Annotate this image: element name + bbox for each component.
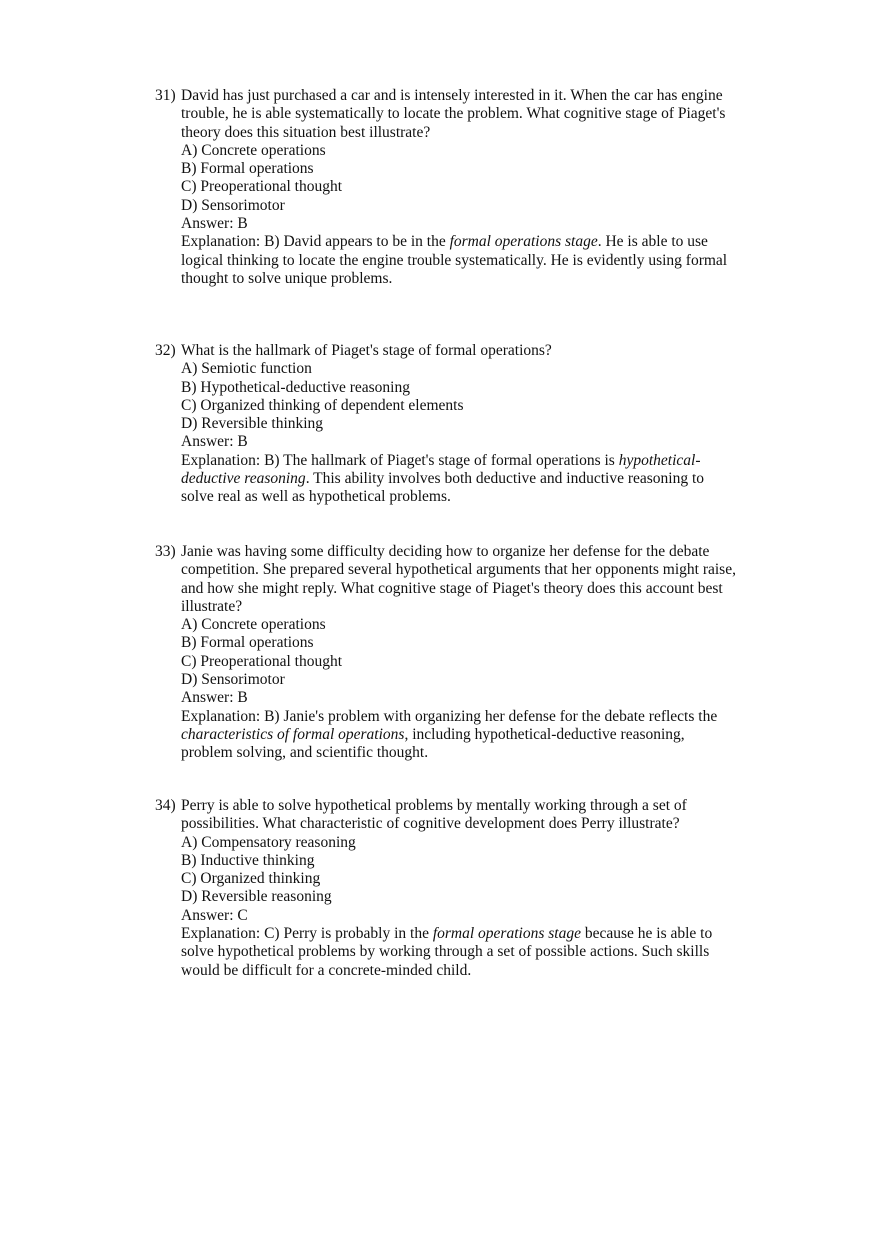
explanation-line: logical thinking to locate the engine trouble systematically. He is evidently using formal — [181, 251, 728, 269]
option-b: B) Formal operations — [181, 634, 314, 652]
question-stem-line: Janie was having some difficulty deciding how to organize her defense for the debate — [181, 543, 710, 560]
option-d: D) Reversible reasoning — [181, 888, 332, 906]
explanation-line: would be difficult for a concrete-minded child. — [181, 961, 472, 979]
option-c: C) Preoperational thought — [181, 652, 342, 670]
explanation-line: solve hypothetical problems by working through a set of possible actions. Such skills — [181, 943, 710, 961]
question-stem-line: competition. She prepared several hypothetical arguments that her opponents might raise, — [181, 561, 736, 579]
answer: Answer: B — [181, 433, 248, 451]
question-stem-line: David has just purchased a car and is intensely interested in it. When the car has engine — [181, 87, 723, 104]
option-d: D) Sensorimotor — [181, 671, 285, 689]
question-stem-line: illustrate? — [181, 597, 243, 615]
question-stem-line: possibilities. What characteristic of cognitive development does Perry illustrate? — [181, 815, 680, 833]
option-d: D) Reversible thinking — [181, 415, 324, 433]
option-c: C) Preoperational thought — [181, 178, 342, 196]
question-stem-line: trouble, he is able systematically to locate the problem. What cognitive stage of Piaget's — [181, 105, 726, 123]
explanation-line: problem solving, and scientific thought. — [181, 744, 429, 762]
question-34 — [155, 797, 755, 980]
option-a: A) Compensatory reasoning — [181, 833, 356, 851]
option-c: C) Organized thinking of dependent elements — [181, 396, 464, 414]
question-number: 33) — [155, 543, 176, 560]
question-33 — [155, 543, 755, 763]
answer: Answer: C — [181, 906, 248, 924]
question-number: 34) — [155, 797, 176, 814]
explanation-line: deductive reasoning. This ability involves both deductive and inductive reasoning to — [181, 470, 705, 488]
option-a: A) Semiotic function — [181, 360, 312, 378]
question-31 — [155, 87, 755, 288]
question-stem-line: and how she might reply. What cognitive stage of Piaget's theory does this account best — [181, 579, 723, 597]
option-b: B) Hypothetical-deductive reasoning — [181, 378, 410, 396]
question-number: 31) — [155, 87, 176, 104]
answer: Answer: B — [181, 215, 248, 233]
explanation-line: characteristics of formal operations, including hypothetical-deductive reasoning, — [181, 725, 685, 743]
option-c: C) Organized thinking — [181, 870, 321, 888]
question-stem-line: theory does this situation best illustrate? — [181, 123, 431, 141]
explanation-line: Explanation: C) Perry is probably in the formal operations stage because he is able to — [181, 925, 713, 943]
explanation-line: Explanation: B) David appears to be in the formal operations stage. He is able to use — [181, 233, 708, 251]
explanation-line: thought to solve unique problems. — [181, 269, 393, 287]
question-number: 32) — [155, 342, 176, 359]
option-a: A) Concrete operations — [181, 616, 326, 634]
answer: Answer: B — [181, 689, 248, 707]
option-b: B) Inductive thinking — [181, 851, 315, 869]
explanation-line: solve real as well as hypothetical problems. — [181, 488, 451, 506]
option-b: B) Formal operations — [181, 160, 314, 178]
option-a: A) Concrete operations — [181, 141, 326, 159]
question-stem-line: Perry is able to solve hypothetical problems by mentally working through a set of — [181, 797, 687, 814]
explanation-line: Explanation: B) Janie's problem with organizing her defense for the debate reflects the — [181, 707, 718, 725]
explanation-line: Explanation: B) The hallmark of Piaget's stage of formal operations is hypothetical- — [181, 451, 701, 469]
question-stem-line: What is the hallmark of Piaget's stage of formal operations? — [181, 342, 552, 359]
question-32 — [155, 342, 755, 507]
option-d: D) Sensorimotor — [181, 196, 285, 214]
